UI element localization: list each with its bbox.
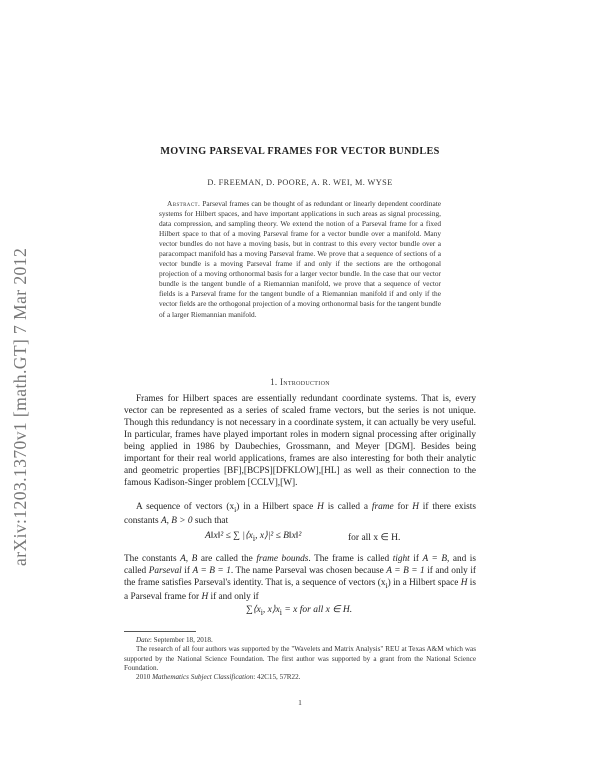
arxiv-identifier: arXiv:1203.1370v1 [math.GT] 7 Mar 2012 [10, 247, 30, 566]
footnotes [124, 636, 476, 682]
abstract-label: Abstract. [167, 199, 201, 208]
section-title: Introduction [279, 377, 330, 387]
page-number: 1 [298, 698, 302, 707]
footnote-support: The research of all four authors was supported by the "Wavelets and Matrix Analysis" REU at Texas A&M which was supported by the National Science Foundation. The first author was supported by a grant from the National Science Foundation. [124, 645, 476, 672]
frame-bounds-paragraph: The constants A, B are called the frame bounds. The frame is called tight if A = B, and is called Parseval if A = B = 1. The name Parseval was chosen because A = B = 1 if and only if the frame satisfies Parseval's identity. That is, a sequence of vectors $(x_i)$ in a Hilbert space H is a Parseval frame for H if and only if [124, 554, 477, 602]
section-heading [0, 377, 600, 387]
frame-inequality: A‖x‖² ≤ ∑ $|⟨x_i$, x⟩|² ≤ B‖x‖² [205, 531, 302, 543]
abstract [159, 199, 441, 320]
footnote-date: Date: September 18, 2018. [136, 636, 213, 644]
paper-title: MOVING PARSEVAL FRAMES FOR VECTOR BUNDLES [160, 146, 440, 157]
paper-authors: D. FREEMAN, D. POORE, A. R. WEI, M. WYSE [207, 178, 393, 187]
abstract-text: Parseval frames can be thought of as redundant or linearly dependent coordinate systems for Hilbert spaces, and have important applications in such areas as signal processing, data compression, and sampling theory. We extend the notion of a Parseval frame for a fixed Hilbert space to that of a moving Parseval frame for a vector bundle over a manifold. Many vector bundles do not have a moving basis, but in contrast to this every vector bundle over a paracompact manifold has a moving Parseval frame. We prove that a sequence of sections of a vector bundle is a moving Parseval frame if and only if the sections are the orthogonal projection of a moving orthonormal basis for a larger vector bundle. In the case that our vector bundle is the tangent bundle of a Riemannian manifold, we prove that a sequence of vector fields is a Parseval frame for the tangent bundle of a Riemannian manifold if and only if the vector fields are the orthogonal projection of a moving orthonormal basis for the tangent bundle of a larger Riemannian manifold. [159, 199, 441, 319]
section-number: 1. [270, 377, 278, 387]
intro-paragraph: Frames for Hilbert spaces are essentially redundant coordinate systems. That is, every vector can be represented as a series of scaled frame vectors, but the series is not unique. Though this redundancy is not necessary in a coordinate system, it can actually be very useful. In particular, frames have played important roles in modern signal processing after originally being applied in 1986 by Daubechies, Grossmann, and Meyer [DGM]. Besides being important for their real world applications, frames are also interesting for both their analytic and geometric properties [BF],[BCPS][DFKLOW],[HL] as well as their connection to the famous Kadison-Singer problem [CCLV],[W]. [124, 394, 476, 488]
frame-definition: A sequence of vectors $(x_i)$ in a Hilbert space H is called a frame for H if there exists constants A, B > 0 such that [124, 502, 476, 526]
parseval-identity: $\sum⟨x_i$, $x⟩x_i = x$ for all x ∈ H. [246, 605, 353, 617]
footnote-rule [124, 631, 196, 632]
frame-inequality-condition: for all x ∈ H. [348, 533, 401, 543]
footnote-msc: 2010 Mathematics Subject Classification: 42C15, 57R22. [136, 673, 301, 682]
